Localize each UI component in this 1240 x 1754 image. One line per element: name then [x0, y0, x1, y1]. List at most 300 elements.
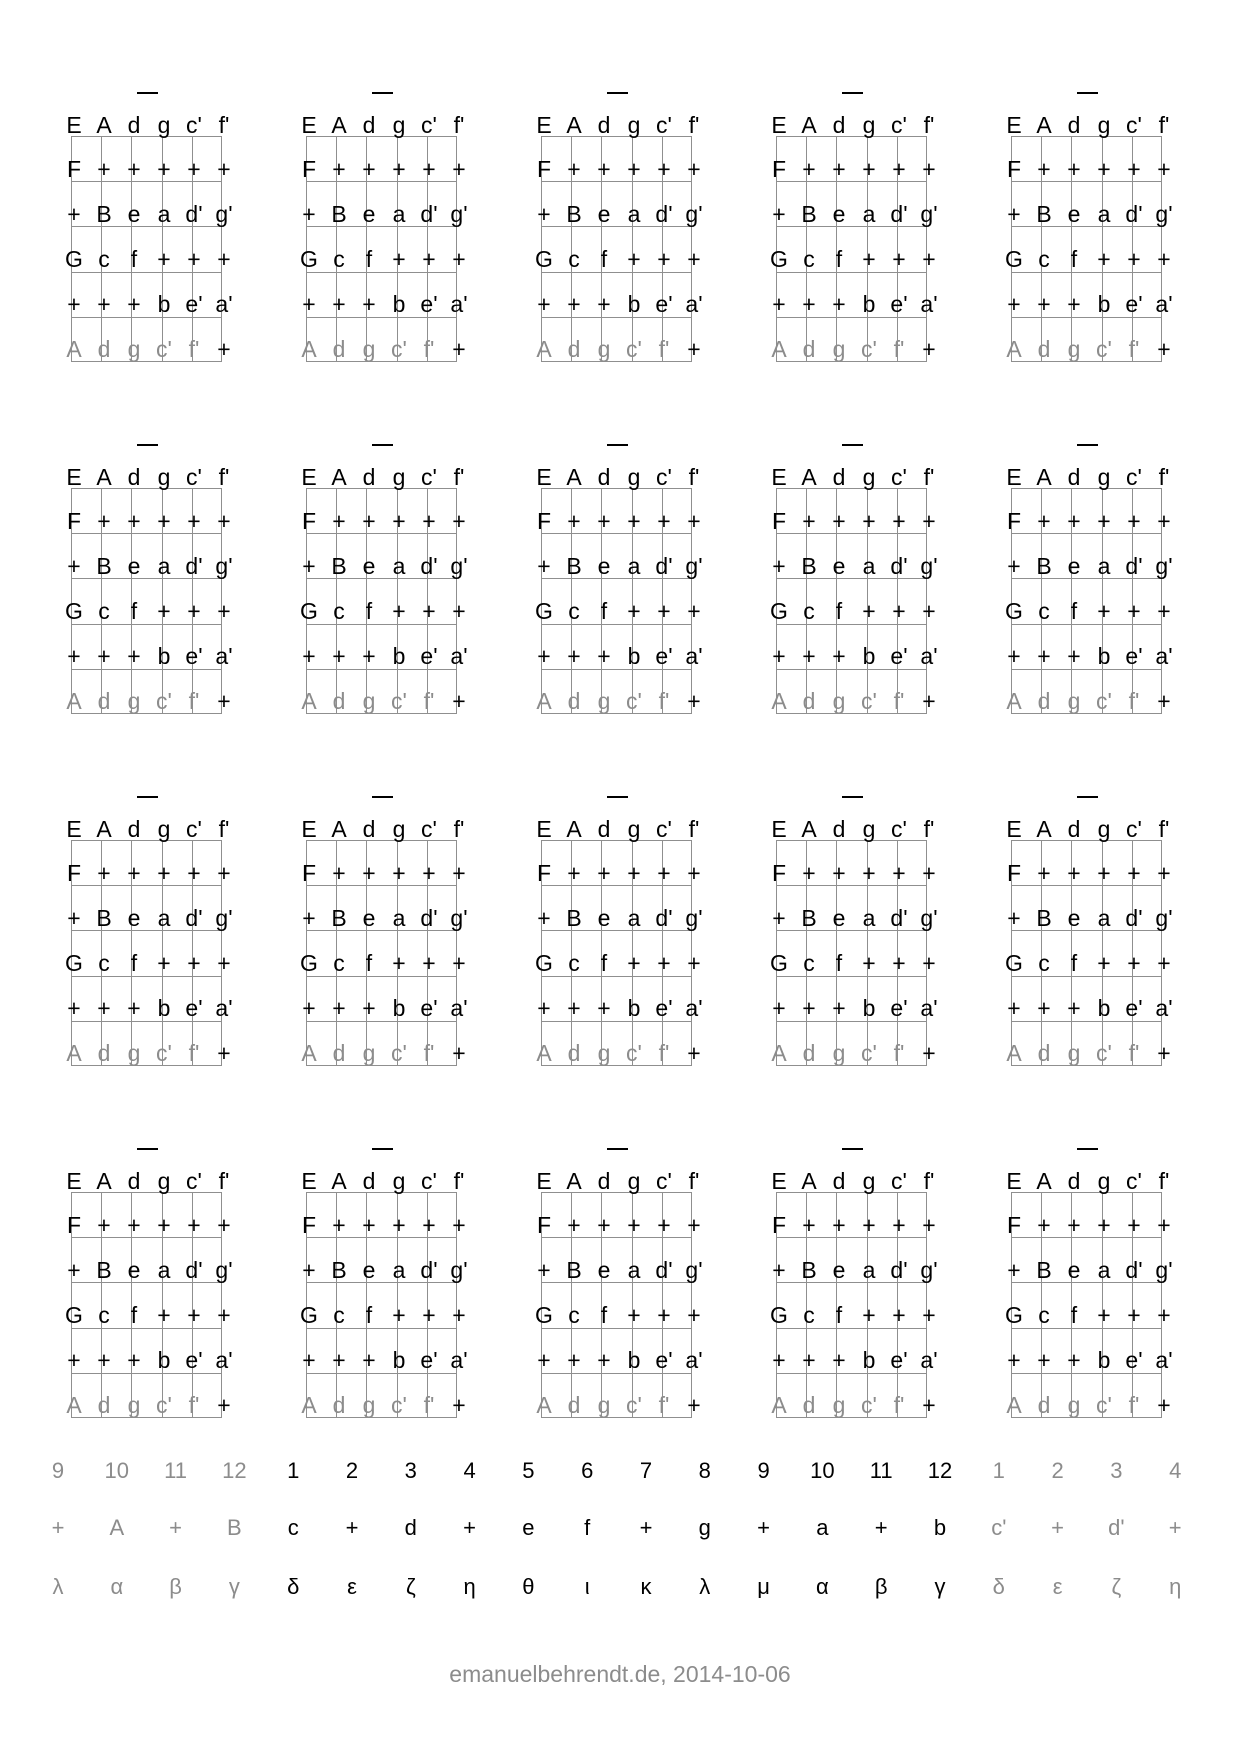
fret-note: d [332, 1392, 346, 1418]
greek-letters-cell: δ [287, 1574, 300, 1599]
fret-note: f [600, 598, 608, 624]
fret-note: + [1097, 1212, 1111, 1238]
fret-note: + [892, 860, 906, 886]
fret-note: + [1037, 643, 1051, 669]
fret-note: + [1127, 1212, 1141, 1238]
note-names-cell: + [1051, 1515, 1065, 1540]
fret-note: + [1037, 1212, 1051, 1238]
note-names-cell: + [345, 1515, 359, 1540]
fret-note: G [300, 246, 318, 272]
fret-note: + [567, 156, 581, 182]
fret-note: + [217, 156, 231, 182]
fret-note: + [832, 1212, 846, 1238]
fret-note: g [597, 688, 611, 714]
fret-note: + [922, 336, 936, 362]
tuning-diagram [528, 792, 728, 1092]
tuning-diagram [998, 440, 1198, 740]
fret-note: A [771, 1392, 787, 1418]
fret-line [1011, 624, 1162, 625]
open-string-note: f' [453, 464, 465, 490]
open-string-note: f' [923, 464, 935, 490]
fret-note: + [1007, 1347, 1021, 1373]
fret-note: a [157, 201, 171, 227]
tuning-diagram [58, 1144, 258, 1444]
fret-numbers-cell: 8 [698, 1458, 711, 1483]
fret-note: F [536, 156, 552, 182]
fret-note: + [537, 905, 551, 931]
fret-note: d' [655, 553, 673, 579]
fret-note: + [217, 1392, 231, 1418]
fret-note: e [597, 201, 611, 227]
fret-note: c' [156, 336, 172, 362]
fret-line [1011, 1373, 1162, 1374]
fret-note: b [392, 643, 406, 669]
fret-note: c' [626, 336, 642, 362]
open-string-note: d [597, 816, 611, 842]
fret-note: + [1007, 1257, 1021, 1283]
open-string-note: E [536, 112, 552, 138]
fret-note: g' [1155, 201, 1173, 227]
fret-line [776, 1373, 927, 1374]
fret-note: + [422, 1302, 436, 1328]
fret-note: + [1037, 156, 1051, 182]
fret-note: + [772, 643, 786, 669]
fret-note: a' [1155, 643, 1173, 669]
fret-note: + [627, 246, 641, 272]
fret-note: f' [1128, 336, 1140, 362]
fret-note: d [1037, 336, 1051, 362]
fret-note: + [67, 995, 81, 1021]
fret-note: a' [450, 643, 468, 669]
fret-note: a' [685, 643, 703, 669]
fret-note: + [332, 860, 346, 886]
fret-note: a' [450, 995, 468, 1021]
fret-note: c [98, 598, 110, 624]
fret-note: c [803, 598, 815, 624]
fret-note: + [537, 1347, 551, 1373]
fret-note: f [365, 950, 373, 976]
fret-note: + [922, 246, 936, 272]
fret-note: + [1097, 246, 1111, 272]
fret-note: + [452, 1302, 466, 1328]
fret-note: d' [890, 201, 908, 227]
fret-note: + [922, 1392, 936, 1418]
fret-line [776, 624, 927, 625]
fret-note: + [362, 156, 376, 182]
fret-numbers-cell: 6 [581, 1458, 594, 1483]
tuning-diagram [528, 440, 728, 740]
open-string-note: d [1067, 464, 1081, 490]
fret-note: + [802, 1212, 816, 1238]
fret-note: G [770, 246, 788, 272]
open-string-note: d [832, 816, 846, 842]
fret-note: c [333, 246, 345, 272]
open-string-note: c' [656, 816, 672, 842]
fret-note: + [657, 950, 671, 976]
fret-note: g' [215, 553, 233, 579]
fret-note: f' [188, 336, 200, 362]
fret-note: c [803, 246, 815, 272]
fret-note: d' [655, 905, 673, 931]
fret-note: g' [1155, 553, 1173, 579]
fret-note: b [862, 291, 876, 317]
fret-note: + [657, 508, 671, 534]
fret-note: + [802, 860, 816, 886]
fret-note: + [892, 246, 906, 272]
fret-line [541, 272, 692, 273]
fret-note: + [772, 553, 786, 579]
fret-note: + [922, 156, 936, 182]
fret-note: + [1037, 1347, 1051, 1373]
fret-note: + [802, 995, 816, 1021]
fret-note: g [1067, 336, 1081, 362]
open-string-note: c' [891, 816, 907, 842]
fret-note: B [801, 1257, 817, 1283]
fret-note: G [300, 1302, 318, 1328]
open-string-note: f' [688, 1168, 700, 1194]
fret-note: + [922, 1212, 936, 1238]
fret-note: e [362, 201, 376, 227]
tuning-diagram [293, 792, 493, 1092]
open-string-note: c' [891, 1168, 907, 1194]
fret-note: a' [920, 643, 938, 669]
fret-note: c [568, 950, 580, 976]
fret-note: + [567, 291, 581, 317]
fret-note: + [127, 291, 141, 317]
tuning-diagram [998, 792, 1198, 1092]
fret-note: F [771, 860, 787, 886]
greek-letters-cell: η [463, 1574, 476, 1599]
fret-note: + [127, 995, 141, 1021]
fret-note: + [537, 201, 551, 227]
fret-note: + [772, 995, 786, 1021]
tuning-diagram [528, 1144, 728, 1444]
open-string-note: A [331, 1168, 347, 1194]
fret-note: d' [420, 905, 438, 931]
fret-note: + [1037, 291, 1051, 317]
fret-note: + [627, 950, 641, 976]
fret-note: + [1127, 598, 1141, 624]
fret-note: G [1005, 246, 1023, 272]
open-string-note: d [832, 1168, 846, 1194]
fret-note: + [687, 950, 701, 976]
fret-note: + [97, 1212, 111, 1238]
footer-credit: emanuelbehrendt.de, 2014-10-06 [449, 1661, 791, 1687]
fret-note: + [832, 995, 846, 1021]
fret-note: + [392, 156, 406, 182]
fret-numbers-cell: 3 [404, 1458, 417, 1483]
fret-note: + [217, 1302, 231, 1328]
fret-note: G [535, 598, 553, 624]
fret-note: + [1127, 156, 1141, 182]
nut-mark [607, 796, 628, 798]
fret-note: + [687, 336, 701, 362]
open-string-note: g [1097, 112, 1111, 138]
open-string-note: f' [218, 112, 230, 138]
fret-note: + [452, 508, 466, 534]
fret-line [541, 669, 692, 670]
fret-note: d' [890, 905, 908, 931]
fret-note: b [157, 291, 171, 317]
fret-note: + [452, 336, 466, 362]
fret-note: e' [1125, 643, 1143, 669]
fret-note: + [687, 156, 701, 182]
tuning-diagram [998, 88, 1198, 388]
fret-line [776, 669, 927, 670]
fret-line [776, 1328, 927, 1329]
fret-note: + [217, 688, 231, 714]
fret-note: + [597, 643, 611, 669]
open-string-note: d [832, 464, 846, 490]
fret-note: d' [890, 553, 908, 579]
fret-note: + [832, 860, 846, 886]
open-string-note: g [157, 816, 171, 842]
fret-note: e [832, 1257, 846, 1283]
open-string-note: c' [421, 1168, 437, 1194]
nut-mark [372, 444, 393, 446]
fret-note: + [1157, 1302, 1171, 1328]
fret-note: a [627, 905, 641, 931]
fret-note: + [832, 291, 846, 317]
fret-note: g [127, 336, 141, 362]
fret-note: + [127, 860, 141, 886]
fret-note: f' [1128, 1040, 1140, 1066]
fret-note: G [65, 598, 83, 624]
fret-note: + [627, 508, 641, 534]
fret-note: + [627, 1212, 641, 1238]
fret-note: e' [420, 995, 438, 1021]
fret-note: + [302, 201, 316, 227]
fret-note: + [832, 156, 846, 182]
fret-note: a' [685, 995, 703, 1021]
open-string-note: d [832, 112, 846, 138]
fret-note: + [217, 246, 231, 272]
fret-note: e' [1125, 995, 1143, 1021]
greek-letters-cell: ε [347, 1574, 357, 1599]
fret-note: + [392, 1212, 406, 1238]
fret-note: + [157, 246, 171, 272]
fret-note: + [657, 860, 671, 886]
fret-note: f [130, 598, 138, 624]
greek-letters-cell: θ [522, 1574, 535, 1599]
fret-note: F [1006, 156, 1022, 182]
nut-mark [1077, 796, 1098, 798]
open-string-note: f' [688, 464, 700, 490]
fret-note: a' [685, 1347, 703, 1373]
nut-mark [842, 1148, 863, 1150]
fret-note: c' [1096, 1392, 1112, 1418]
fret-note: + [567, 1212, 581, 1238]
fret-note: d' [185, 553, 203, 579]
fret-note: d [802, 688, 816, 714]
fret-note: c' [156, 1392, 172, 1418]
fret-note: A [771, 688, 787, 714]
fret-note: + [1157, 246, 1171, 272]
fret-note: + [1157, 508, 1171, 534]
fret-note: G [65, 1302, 83, 1328]
fret-note: + [597, 860, 611, 886]
fret-note: F [66, 508, 82, 534]
nut-mark [842, 444, 863, 446]
fret-note: g' [920, 1257, 938, 1283]
fret-note: + [537, 553, 551, 579]
fret-note: B [96, 905, 112, 931]
open-string-note: E [536, 464, 552, 490]
tuning-diagram [293, 88, 493, 388]
fret-note: e' [185, 995, 203, 1021]
fret-note: f [835, 246, 843, 272]
fret-numbers-cell: 10 [810, 1458, 835, 1483]
fret-note: F [301, 860, 317, 886]
fret-note: g' [920, 905, 938, 931]
fret-line [776, 976, 927, 977]
greek-letters-cell: γ [228, 1574, 240, 1599]
greek-letters-cell: ζ [405, 1574, 416, 1599]
fret-note: e' [185, 1347, 203, 1373]
greek-letters-cell: ι [584, 1574, 590, 1599]
note-names-cell: e [522, 1515, 535, 1540]
fret-note: g' [1155, 905, 1173, 931]
fret-note: + [422, 860, 436, 886]
fret-note: + [1097, 598, 1111, 624]
fret-note: b [627, 1347, 641, 1373]
fret-note: A [536, 336, 552, 362]
fret-note: F [66, 860, 82, 886]
fret-note: e [1067, 201, 1081, 227]
fret-note: e [1067, 905, 1081, 931]
fret-note: g' [450, 905, 468, 931]
fret-numbers-cell: 4 [463, 1458, 476, 1483]
fret-note: B [96, 1257, 112, 1283]
fret-note: + [862, 950, 876, 976]
fret-note: + [657, 1302, 671, 1328]
fret-note: f' [1128, 1392, 1140, 1418]
fret-note: + [302, 291, 316, 317]
open-string-note: A [1036, 112, 1052, 138]
fret-note: c' [861, 1392, 877, 1418]
open-string-note: c' [186, 464, 202, 490]
fret-note: F [1006, 1212, 1022, 1238]
fret-note: e [597, 905, 611, 931]
fret-note: B [801, 905, 817, 931]
fret-note: + [127, 508, 141, 534]
fret-note: f [600, 246, 608, 272]
fret-note: c' [861, 1040, 877, 1066]
open-string-note: c' [656, 1168, 672, 1194]
fret-note: + [892, 156, 906, 182]
fret-note: f' [658, 1392, 670, 1418]
fret-note: a' [920, 995, 938, 1021]
fret-note: a [392, 905, 406, 931]
fret-note: + [217, 598, 231, 624]
fret-note: + [597, 156, 611, 182]
open-string-note: d [597, 1168, 611, 1194]
note-names-cell: c [287, 1515, 299, 1540]
fret-note: d [97, 1040, 111, 1066]
tuning-diagram [58, 440, 258, 740]
tuning-diagram [58, 792, 258, 1092]
open-string-note: A [96, 112, 112, 138]
fret-note: G [65, 246, 83, 272]
open-string-note: E [1006, 112, 1022, 138]
fret-note: b [862, 1347, 876, 1373]
fret-note: B [566, 1257, 582, 1283]
fret-note: + [537, 291, 551, 317]
fret-note: a [157, 905, 171, 931]
nut-mark [137, 1148, 158, 1150]
fret-note: + [157, 156, 171, 182]
fret-note: + [452, 1212, 466, 1238]
fret-note: + [217, 1212, 231, 1238]
open-string-note: g [627, 816, 641, 842]
nut-mark [137, 796, 158, 798]
note-names-cell: A [109, 1515, 125, 1540]
fret-note: + [157, 860, 171, 886]
fret-note: b [392, 995, 406, 1021]
greek-letters-cell: κ [640, 1574, 652, 1599]
fret-note: + [452, 1392, 466, 1418]
fret-note: c [98, 950, 110, 976]
greek-letters-cell: α [816, 1574, 829, 1599]
fret-note: + [422, 156, 436, 182]
fret-line [306, 976, 457, 977]
nut-mark [1077, 92, 1098, 94]
fret-note: B [331, 553, 347, 579]
fret-note: + [187, 950, 201, 976]
fret-note: g' [450, 553, 468, 579]
fret-note: c' [391, 1040, 407, 1066]
fret-note: + [802, 156, 816, 182]
fret-note: + [67, 643, 81, 669]
fret-note: + [362, 1212, 376, 1238]
open-string-note: E [536, 816, 552, 842]
fret-note: + [1127, 246, 1141, 272]
fret-note: + [332, 643, 346, 669]
fret-note: + [1127, 860, 1141, 886]
fret-note: a [1097, 1257, 1111, 1283]
fret-note: + [302, 1257, 316, 1283]
open-string-note: f' [923, 1168, 935, 1194]
greek-letters-cell: β [169, 1574, 182, 1599]
fret-numbers-cell: 11 [164, 1458, 188, 1483]
fret-note: d' [185, 1257, 203, 1283]
fret-note: + [862, 156, 876, 182]
fret-line [776, 1021, 927, 1022]
fret-note: + [422, 246, 436, 272]
open-string-note: A [566, 1168, 582, 1194]
fret-note: d' [1125, 201, 1143, 227]
fret-note: g [832, 336, 846, 362]
fret-note: + [772, 1257, 786, 1283]
fret-line [776, 272, 927, 273]
fret-note: e' [890, 1347, 908, 1373]
open-string-note: d [362, 464, 376, 490]
fret-note: e' [655, 995, 673, 1021]
open-string-note: d [127, 112, 141, 138]
fret-note: d [332, 336, 346, 362]
fret-note: + [1067, 643, 1081, 669]
fret-note: A [66, 1392, 82, 1418]
fret-note: + [922, 598, 936, 624]
fret-note: + [452, 950, 466, 976]
fret-note: + [597, 291, 611, 317]
fret-note: g [832, 1392, 846, 1418]
note-names-cell: b [933, 1515, 947, 1540]
fret-note: f' [188, 1040, 200, 1066]
open-string-note: d [1067, 1168, 1081, 1194]
open-string-note: A [566, 112, 582, 138]
open-string-note: E [66, 464, 82, 490]
